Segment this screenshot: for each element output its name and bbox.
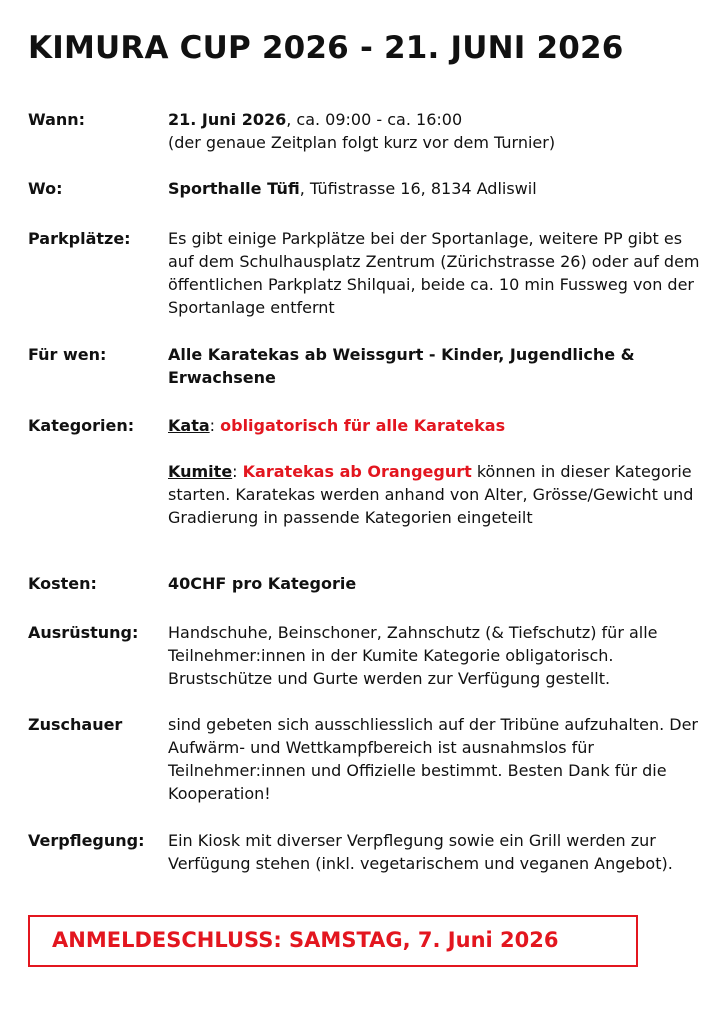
label-kategorien: Kategorien: (28, 416, 135, 435)
kumite-requirement: Karatekas ab Orangegurt (242, 462, 472, 481)
kata-colon: : (209, 416, 216, 435)
label-parkplaetze: Parkplätze: (28, 229, 131, 248)
kata-requirement: obligatorisch für alle Karatekas (220, 416, 506, 435)
label-wo: Wo: (28, 179, 63, 198)
kata-heading: Kata (168, 416, 210, 435)
value-wo (168, 177, 708, 200)
page-title: KIMURA CUP 2026 - 21. JUNI 2026 (28, 30, 624, 66)
label-kosten: Kosten: (28, 574, 97, 593)
schedule-note: (der genaue Zeitplan folgt kurz vor dem Turnier) (168, 133, 556, 152)
label-ausruestung: Ausrüstung: (28, 623, 139, 642)
label-fuer-wen: Für wen: (28, 345, 107, 364)
value-ausruestung: Handschuhe, Beinschoner, Zahnschutz (& Tiefschutz) für alle Teilnehmer:innen in der Kumite Kategorie obligatorisch. Brustschütze und Gurte werden zur Verfügung gestellt. (168, 623, 658, 688)
venue-name: Sporthalle Tüfi (168, 179, 300, 198)
registration-deadline-box (28, 915, 638, 967)
value-kata (168, 414, 708, 437)
value-fuer-wen: Alle Karatekas ab Weissgurt - Kinder, Jugendliche & Erwachsene (168, 345, 635, 387)
value-parkplaetze: Es gibt einige Parkplätze bei der Sportanlage, weitere PP gibt es auf dem Schulhausplatz Zentrum (Zürichstrasse 26) oder auf dem öffentlichen Parkplatz Shilquai, beide ca. 10 min Fussweg von der Sportanlage entfernt (168, 229, 700, 317)
value-kosten: 40CHF pro Kategorie (168, 574, 357, 593)
venue-address: , Tüfistrasse 16, 8134 Adliswil (299, 179, 537, 198)
label-zuschauer: Zuschauer (28, 715, 123, 734)
label-wann: Wann: (28, 110, 86, 129)
event-time: , ca. 09:00 - ca. 16:00 (286, 110, 463, 129)
event-date: 21. Juni 2026 (168, 110, 287, 129)
value-verpflegung: Ein Kiosk mit diverser Verpflegung sowie ein Grill werden zur Verfügung stehen (inkl. vegetarischem und veganen Angebot). (168, 831, 673, 873)
kumite-heading: Kumite (168, 462, 233, 481)
label-verpflegung: Verpflegung: (28, 831, 145, 850)
value-kumite (168, 460, 708, 529)
registration-deadline: ANMELDESCHLUSS: SAMSTAG, 7. Juni 2026 (52, 928, 559, 952)
value-zuschauer: sind gebeten sich ausschliesslich auf der Tribüne aufzuhalten. Der Aufwärm- und Wettkampfbereich ist ausnahmslos für Teilnehmer:innen und Offizielle bestimmt. Besten Dank für die Kooperation! (168, 715, 699, 803)
value-wann (168, 108, 708, 154)
kumite-colon: : (232, 462, 238, 481)
kumite-description: können in dieser Kategorie starten. Karatekas werden anhand von Alter, Grösse/Gewicht und Gradierung in passende Kategorien eingeteilt (168, 462, 694, 527)
